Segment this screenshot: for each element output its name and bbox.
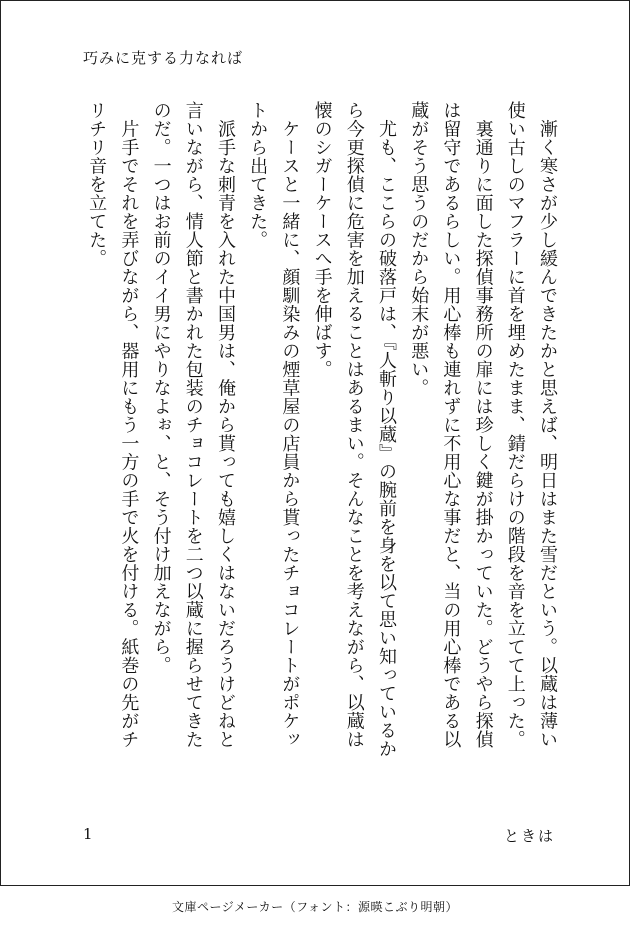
paragraph: 尤も、ここらの破落戸は、『人斬り以蔵』の腕前を身を以て思い知っているから今更探偵に危害を加えることはあるまい。そんなことを考えながら、以蔵は懐のシガーケースへ手を伸ばす。 bbox=[311, 101, 397, 758]
body-text bbox=[80, 101, 563, 761]
paragraph: 片手でそれを弄びながら、器用にもう一方の手で火を付ける。紙巻の先がチリチリ音を立てた。 bbox=[86, 101, 140, 749]
paragraph: 漸く寒さが少し緩んできたかと思えば、明日はまた雪だという。以蔵は薄い使い古しのマフラーに首を埋めたまま、錆だらけの階段を音を立てて上った。 bbox=[504, 101, 558, 749]
paragraph: ケースと一緒に、顔馴染みの煙草屋の店員から貰ったチョコレートがポケットから出てきた。 bbox=[247, 101, 301, 749]
generator-credit: 文庫ページメーカー（フォント：源暎こぶり明朝） bbox=[171, 900, 459, 914]
paragraph: 裏通りに面した探偵事務所の扉には珍しく鍵が掛かっていた。どうやら探偵は留守であるらしい。用心棒も連れずに不用心な事だと、当の用心棒である以蔵がそう思うのだから始末が悪い。 bbox=[408, 101, 494, 749]
author-name: ときは bbox=[504, 827, 556, 845]
page-number: 1 bbox=[83, 825, 93, 843]
paragraph: 派手な刺青を入れた中国男は、俺から貰っても嬉しくはないだろうけどねと言いながら、情人節と書かれた包装のチョコレートを二つ以蔵に握らせてきたのだ。一つはお前のイイ男にやりなよぉ、と、そう付け加えながら。 bbox=[150, 101, 236, 749]
running-header-title: 巧みに克する力なれば bbox=[83, 49, 244, 67]
